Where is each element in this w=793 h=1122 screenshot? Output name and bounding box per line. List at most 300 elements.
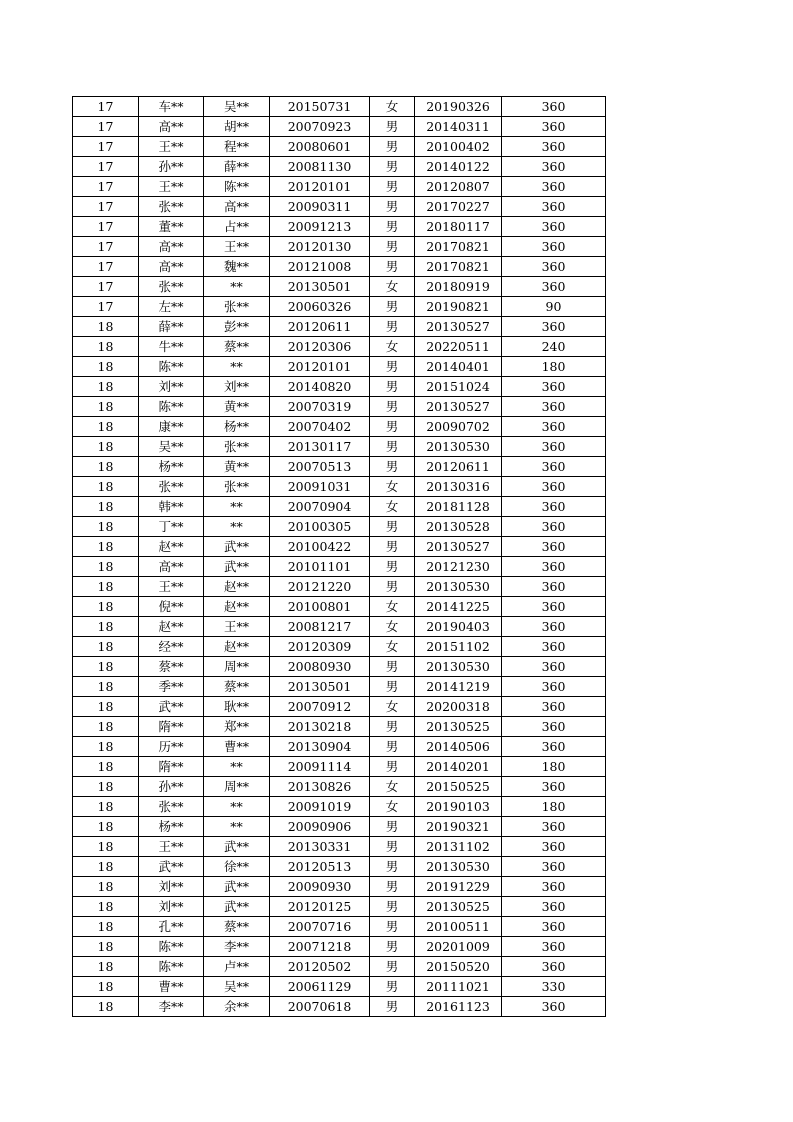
date-cell: 20071218 bbox=[270, 937, 370, 957]
table-row bbox=[73, 917, 606, 937]
group-cell: 17 bbox=[73, 217, 139, 237]
name-cell: 张** bbox=[139, 277, 204, 297]
gender-cell: 男 bbox=[370, 377, 415, 397]
related-name-cell: 蔡** bbox=[204, 677, 270, 697]
group-cell: 17 bbox=[73, 117, 139, 137]
name-cell: 倪** bbox=[139, 597, 204, 617]
table-row bbox=[73, 237, 606, 257]
gender-cell: 男 bbox=[370, 157, 415, 177]
table-body bbox=[73, 97, 606, 1017]
amount-cell: 360 bbox=[502, 697, 606, 717]
related-name-cell: 王** bbox=[204, 237, 270, 257]
group-cell: 18 bbox=[73, 977, 139, 997]
amount-cell: 360 bbox=[502, 537, 606, 557]
name-cell: 刘** bbox=[139, 877, 204, 897]
table-row bbox=[73, 157, 606, 177]
name-cell: 王** bbox=[139, 577, 204, 597]
amount-cell: 360 bbox=[502, 817, 606, 837]
table-row bbox=[73, 697, 606, 717]
date-cell: 20070904 bbox=[270, 497, 370, 517]
amount-cell: 360 bbox=[502, 657, 606, 677]
table-row bbox=[73, 417, 606, 437]
amount-cell: 360 bbox=[502, 557, 606, 577]
date-cell: 20100422 bbox=[270, 537, 370, 557]
table-row bbox=[73, 337, 606, 357]
group-cell: 18 bbox=[73, 937, 139, 957]
related-name-cell: 曹** bbox=[204, 737, 270, 757]
related-name-cell: ** bbox=[204, 757, 270, 777]
start-date-cell: 20130527 bbox=[415, 317, 502, 337]
gender-cell: 男 bbox=[370, 417, 415, 437]
table-row bbox=[73, 457, 606, 477]
name-cell: 高** bbox=[139, 237, 204, 257]
group-cell: 18 bbox=[73, 417, 139, 437]
related-name-cell: 吴** bbox=[204, 977, 270, 997]
group-cell: 18 bbox=[73, 537, 139, 557]
start-date-cell: 20130316 bbox=[415, 477, 502, 497]
gender-cell: 女 bbox=[370, 497, 415, 517]
amount-cell: 360 bbox=[502, 877, 606, 897]
gender-cell: 男 bbox=[370, 937, 415, 957]
group-cell: 18 bbox=[73, 317, 139, 337]
table-row bbox=[73, 317, 606, 337]
date-cell: 20060326 bbox=[270, 297, 370, 317]
related-name-cell: 郑** bbox=[204, 717, 270, 737]
start-date-cell: 20191229 bbox=[415, 877, 502, 897]
gender-cell: 男 bbox=[370, 397, 415, 417]
table-row bbox=[73, 837, 606, 857]
start-date-cell: 20090702 bbox=[415, 417, 502, 437]
gender-cell: 男 bbox=[370, 857, 415, 877]
date-cell: 20100305 bbox=[270, 517, 370, 537]
table-row bbox=[73, 637, 606, 657]
amount-cell: 360 bbox=[502, 377, 606, 397]
start-date-cell: 20150520 bbox=[415, 957, 502, 977]
group-cell: 18 bbox=[73, 637, 139, 657]
start-date-cell: 20180919 bbox=[415, 277, 502, 297]
table-row bbox=[73, 397, 606, 417]
amount-cell: 360 bbox=[502, 957, 606, 977]
date-cell: 20080930 bbox=[270, 657, 370, 677]
amount-cell: 360 bbox=[502, 477, 606, 497]
date-cell: 20130117 bbox=[270, 437, 370, 457]
start-date-cell: 20150525 bbox=[415, 777, 502, 797]
name-cell: 高** bbox=[139, 257, 204, 277]
amount-cell: 240 bbox=[502, 337, 606, 357]
name-cell: 隋** bbox=[139, 717, 204, 737]
name-cell: 陈** bbox=[139, 957, 204, 977]
related-name-cell: 赵** bbox=[204, 597, 270, 617]
gender-cell: 男 bbox=[370, 217, 415, 237]
table-row bbox=[73, 97, 606, 117]
related-name-cell: ** bbox=[204, 497, 270, 517]
date-cell: 20070513 bbox=[270, 457, 370, 477]
start-date-cell: 20130530 bbox=[415, 857, 502, 877]
start-date-cell: 20111021 bbox=[415, 977, 502, 997]
gender-cell: 男 bbox=[370, 197, 415, 217]
gender-cell: 男 bbox=[370, 297, 415, 317]
table-row bbox=[73, 477, 606, 497]
gender-cell: 男 bbox=[370, 917, 415, 937]
amount-cell: 360 bbox=[502, 617, 606, 637]
group-cell: 17 bbox=[73, 97, 139, 117]
gender-cell: 男 bbox=[370, 257, 415, 277]
name-cell: 孙** bbox=[139, 777, 204, 797]
name-cell: 丁** bbox=[139, 517, 204, 537]
start-date-cell: 20120807 bbox=[415, 177, 502, 197]
date-cell: 20101101 bbox=[270, 557, 370, 577]
related-name-cell: 高** bbox=[204, 197, 270, 217]
start-date-cell: 20140122 bbox=[415, 157, 502, 177]
date-cell: 20081130 bbox=[270, 157, 370, 177]
amount-cell: 180 bbox=[502, 797, 606, 817]
date-cell: 20091031 bbox=[270, 477, 370, 497]
table-row bbox=[73, 757, 606, 777]
group-cell: 18 bbox=[73, 997, 139, 1017]
group-cell: 17 bbox=[73, 177, 139, 197]
amount-cell: 360 bbox=[502, 277, 606, 297]
amount-cell: 360 bbox=[502, 997, 606, 1017]
start-date-cell: 20200318 bbox=[415, 697, 502, 717]
name-cell: 康** bbox=[139, 417, 204, 437]
group-cell: 18 bbox=[73, 477, 139, 497]
gender-cell: 男 bbox=[370, 437, 415, 457]
related-name-cell: 武** bbox=[204, 837, 270, 857]
date-cell: 20070912 bbox=[270, 697, 370, 717]
group-cell: 18 bbox=[73, 917, 139, 937]
gender-cell: 男 bbox=[370, 997, 415, 1017]
gender-cell: 男 bbox=[370, 837, 415, 857]
table-row bbox=[73, 537, 606, 557]
name-cell: 王** bbox=[139, 837, 204, 857]
gender-cell: 男 bbox=[370, 537, 415, 557]
group-cell: 18 bbox=[73, 697, 139, 717]
start-date-cell: 20130527 bbox=[415, 537, 502, 557]
group-cell: 17 bbox=[73, 197, 139, 217]
date-cell: 20090930 bbox=[270, 877, 370, 897]
start-date-cell: 20190821 bbox=[415, 297, 502, 317]
table-row bbox=[73, 197, 606, 217]
name-cell: 武** bbox=[139, 857, 204, 877]
amount-cell: 360 bbox=[502, 237, 606, 257]
name-cell: 曹** bbox=[139, 977, 204, 997]
gender-cell: 男 bbox=[370, 577, 415, 597]
date-cell: 20120101 bbox=[270, 177, 370, 197]
date-cell: 20120130 bbox=[270, 237, 370, 257]
table-row bbox=[73, 657, 606, 677]
amount-cell: 360 bbox=[502, 857, 606, 877]
name-cell: 陈** bbox=[139, 397, 204, 417]
table-row bbox=[73, 977, 606, 997]
start-date-cell: 20140201 bbox=[415, 757, 502, 777]
start-date-cell: 20141225 bbox=[415, 597, 502, 617]
amount-cell: 360 bbox=[502, 157, 606, 177]
related-name-cell: 程** bbox=[204, 137, 270, 157]
related-name-cell: 赵** bbox=[204, 637, 270, 657]
amount-cell: 360 bbox=[502, 457, 606, 477]
amount-cell: 360 bbox=[502, 577, 606, 597]
date-cell: 20100801 bbox=[270, 597, 370, 617]
amount-cell: 360 bbox=[502, 137, 606, 157]
group-cell: 18 bbox=[73, 457, 139, 477]
table-row bbox=[73, 177, 606, 197]
related-name-cell: 吴** bbox=[204, 97, 270, 117]
gender-cell: 男 bbox=[370, 957, 415, 977]
date-cell: 20130826 bbox=[270, 777, 370, 797]
name-cell: 张** bbox=[139, 797, 204, 817]
group-cell: 18 bbox=[73, 817, 139, 837]
group-cell: 18 bbox=[73, 757, 139, 777]
name-cell: 隋** bbox=[139, 757, 204, 777]
amount-cell: 360 bbox=[502, 517, 606, 537]
start-date-cell: 20161123 bbox=[415, 997, 502, 1017]
amount-cell: 360 bbox=[502, 117, 606, 137]
table-row bbox=[73, 857, 606, 877]
amount-cell: 360 bbox=[502, 677, 606, 697]
related-name-cell: 胡** bbox=[204, 117, 270, 137]
group-cell: 18 bbox=[73, 357, 139, 377]
date-cell: 20130904 bbox=[270, 737, 370, 757]
name-cell: 牛** bbox=[139, 337, 204, 357]
group-cell: 18 bbox=[73, 677, 139, 697]
related-name-cell: 黄** bbox=[204, 457, 270, 477]
start-date-cell: 20181128 bbox=[415, 497, 502, 517]
related-name-cell: 刘** bbox=[204, 377, 270, 397]
gender-cell: 女 bbox=[370, 477, 415, 497]
related-name-cell: 卢** bbox=[204, 957, 270, 977]
amount-cell: 360 bbox=[502, 437, 606, 457]
amount-cell: 180 bbox=[502, 757, 606, 777]
start-date-cell: 20130525 bbox=[415, 897, 502, 917]
table-row bbox=[73, 617, 606, 637]
name-cell: 薛** bbox=[139, 317, 204, 337]
related-name-cell: 薛** bbox=[204, 157, 270, 177]
name-cell: 韩** bbox=[139, 497, 204, 517]
group-cell: 18 bbox=[73, 597, 139, 617]
name-cell: 经** bbox=[139, 637, 204, 657]
gender-cell: 女 bbox=[370, 637, 415, 657]
start-date-cell: 20190321 bbox=[415, 817, 502, 837]
group-cell: 17 bbox=[73, 237, 139, 257]
group-cell: 18 bbox=[73, 717, 139, 737]
name-cell: 季** bbox=[139, 677, 204, 697]
group-cell: 18 bbox=[73, 737, 139, 757]
name-cell: 李** bbox=[139, 997, 204, 1017]
table-row bbox=[73, 997, 606, 1017]
table-row bbox=[73, 437, 606, 457]
start-date-cell: 20130527 bbox=[415, 397, 502, 417]
start-date-cell: 20190326 bbox=[415, 97, 502, 117]
gender-cell: 男 bbox=[370, 717, 415, 737]
amount-cell: 360 bbox=[502, 597, 606, 617]
amount-cell: 360 bbox=[502, 737, 606, 757]
gender-cell: 男 bbox=[370, 177, 415, 197]
related-name-cell: 陈** bbox=[204, 177, 270, 197]
table-row bbox=[73, 717, 606, 737]
gender-cell: 男 bbox=[370, 817, 415, 837]
date-cell: 20140820 bbox=[270, 377, 370, 397]
amount-cell: 360 bbox=[502, 777, 606, 797]
name-cell: 陈** bbox=[139, 357, 204, 377]
amount-cell: 360 bbox=[502, 937, 606, 957]
amount-cell: 180 bbox=[502, 357, 606, 377]
table-row bbox=[73, 497, 606, 517]
date-cell: 20090311 bbox=[270, 197, 370, 217]
related-name-cell: 武** bbox=[204, 877, 270, 897]
date-cell: 20120513 bbox=[270, 857, 370, 877]
related-name-cell: 李** bbox=[204, 937, 270, 957]
amount-cell: 360 bbox=[502, 717, 606, 737]
name-cell: 张** bbox=[139, 477, 204, 497]
date-cell: 20120309 bbox=[270, 637, 370, 657]
name-cell: 刘** bbox=[139, 377, 204, 397]
name-cell: 历** bbox=[139, 737, 204, 757]
date-cell: 20070618 bbox=[270, 997, 370, 1017]
start-date-cell: 20190403 bbox=[415, 617, 502, 637]
amount-cell: 360 bbox=[502, 197, 606, 217]
amount-cell: 360 bbox=[502, 837, 606, 857]
name-cell: 刘** bbox=[139, 897, 204, 917]
gender-cell: 男 bbox=[370, 897, 415, 917]
related-name-cell: 周** bbox=[204, 777, 270, 797]
name-cell: 高** bbox=[139, 117, 204, 137]
group-cell: 18 bbox=[73, 657, 139, 677]
table-row bbox=[73, 257, 606, 277]
group-cell: 18 bbox=[73, 337, 139, 357]
start-date-cell: 20151024 bbox=[415, 377, 502, 397]
date-cell: 20080601 bbox=[270, 137, 370, 157]
start-date-cell: 20220511 bbox=[415, 337, 502, 357]
amount-cell: 360 bbox=[502, 177, 606, 197]
start-date-cell: 20131102 bbox=[415, 837, 502, 857]
table-row bbox=[73, 797, 606, 817]
related-name-cell: 占** bbox=[204, 217, 270, 237]
related-name-cell: ** bbox=[204, 797, 270, 817]
gender-cell: 男 bbox=[370, 877, 415, 897]
group-cell: 17 bbox=[73, 277, 139, 297]
name-cell: 王** bbox=[139, 177, 204, 197]
gender-cell: 男 bbox=[370, 357, 415, 377]
name-cell: 张** bbox=[139, 197, 204, 217]
related-name-cell: ** bbox=[204, 817, 270, 837]
gender-cell: 女 bbox=[370, 797, 415, 817]
date-cell: 20070716 bbox=[270, 917, 370, 937]
start-date-cell: 20130530 bbox=[415, 437, 502, 457]
start-date-cell: 20151102 bbox=[415, 637, 502, 657]
start-date-cell: 20170227 bbox=[415, 197, 502, 217]
data-table bbox=[72, 96, 606, 1017]
related-name-cell: 张** bbox=[204, 297, 270, 317]
start-date-cell: 20201009 bbox=[415, 937, 502, 957]
table-row bbox=[73, 137, 606, 157]
table-row bbox=[73, 597, 606, 617]
date-cell: 20061129 bbox=[270, 977, 370, 997]
table-row bbox=[73, 557, 606, 577]
date-cell: 20120611 bbox=[270, 317, 370, 337]
table-row bbox=[73, 297, 606, 317]
group-cell: 18 bbox=[73, 377, 139, 397]
table-row bbox=[73, 897, 606, 917]
name-cell: 左** bbox=[139, 297, 204, 317]
table-row bbox=[73, 577, 606, 597]
group-cell: 17 bbox=[73, 257, 139, 277]
related-name-cell: 武** bbox=[204, 557, 270, 577]
related-name-cell: ** bbox=[204, 517, 270, 537]
related-name-cell: 蔡** bbox=[204, 337, 270, 357]
name-cell: 孔** bbox=[139, 917, 204, 937]
date-cell: 20130501 bbox=[270, 677, 370, 697]
related-name-cell: ** bbox=[204, 357, 270, 377]
related-name-cell: 彭** bbox=[204, 317, 270, 337]
date-cell: 20130331 bbox=[270, 837, 370, 857]
gender-cell: 男 bbox=[370, 977, 415, 997]
table-row bbox=[73, 817, 606, 837]
related-name-cell: 赵** bbox=[204, 577, 270, 597]
group-cell: 18 bbox=[73, 837, 139, 857]
gender-cell: 女 bbox=[370, 777, 415, 797]
amount-cell: 360 bbox=[502, 497, 606, 517]
date-cell: 20120125 bbox=[270, 897, 370, 917]
name-cell: 车** bbox=[139, 97, 204, 117]
date-cell: 20090906 bbox=[270, 817, 370, 837]
table-row bbox=[73, 217, 606, 237]
start-date-cell: 20140401 bbox=[415, 357, 502, 377]
amount-cell: 360 bbox=[502, 917, 606, 937]
date-cell: 20150731 bbox=[270, 97, 370, 117]
gender-cell: 男 bbox=[370, 677, 415, 697]
group-cell: 18 bbox=[73, 557, 139, 577]
start-date-cell: 20130525 bbox=[415, 717, 502, 737]
date-cell: 20070402 bbox=[270, 417, 370, 437]
related-name-cell: 蔡** bbox=[204, 917, 270, 937]
group-cell: 18 bbox=[73, 517, 139, 537]
start-date-cell: 20190103 bbox=[415, 797, 502, 817]
table-row bbox=[73, 677, 606, 697]
date-cell: 20121220 bbox=[270, 577, 370, 597]
table-row bbox=[73, 377, 606, 397]
name-cell: 高** bbox=[139, 557, 204, 577]
related-name-cell: 黄** bbox=[204, 397, 270, 417]
name-cell: 赵** bbox=[139, 617, 204, 637]
gender-cell: 男 bbox=[370, 137, 415, 157]
related-name-cell: 徐** bbox=[204, 857, 270, 877]
related-name-cell: 王** bbox=[204, 617, 270, 637]
date-cell: 20120306 bbox=[270, 337, 370, 357]
table-row bbox=[73, 517, 606, 537]
date-cell: 20070923 bbox=[270, 117, 370, 137]
gender-cell: 男 bbox=[370, 557, 415, 577]
name-cell: 杨** bbox=[139, 817, 204, 837]
related-name-cell: 余** bbox=[204, 997, 270, 1017]
group-cell: 17 bbox=[73, 157, 139, 177]
date-cell: 20091114 bbox=[270, 757, 370, 777]
name-cell: 董** bbox=[139, 217, 204, 237]
gender-cell: 女 bbox=[370, 97, 415, 117]
related-name-cell: 张** bbox=[204, 437, 270, 457]
group-cell: 17 bbox=[73, 297, 139, 317]
gender-cell: 女 bbox=[370, 617, 415, 637]
gender-cell: 男 bbox=[370, 657, 415, 677]
name-cell: 王** bbox=[139, 137, 204, 157]
table-row bbox=[73, 277, 606, 297]
amount-cell: 360 bbox=[502, 317, 606, 337]
group-cell: 17 bbox=[73, 137, 139, 157]
name-cell: 赵** bbox=[139, 537, 204, 557]
table-row bbox=[73, 877, 606, 897]
gender-cell: 男 bbox=[370, 317, 415, 337]
related-name-cell: 魏** bbox=[204, 257, 270, 277]
gender-cell: 女 bbox=[370, 597, 415, 617]
